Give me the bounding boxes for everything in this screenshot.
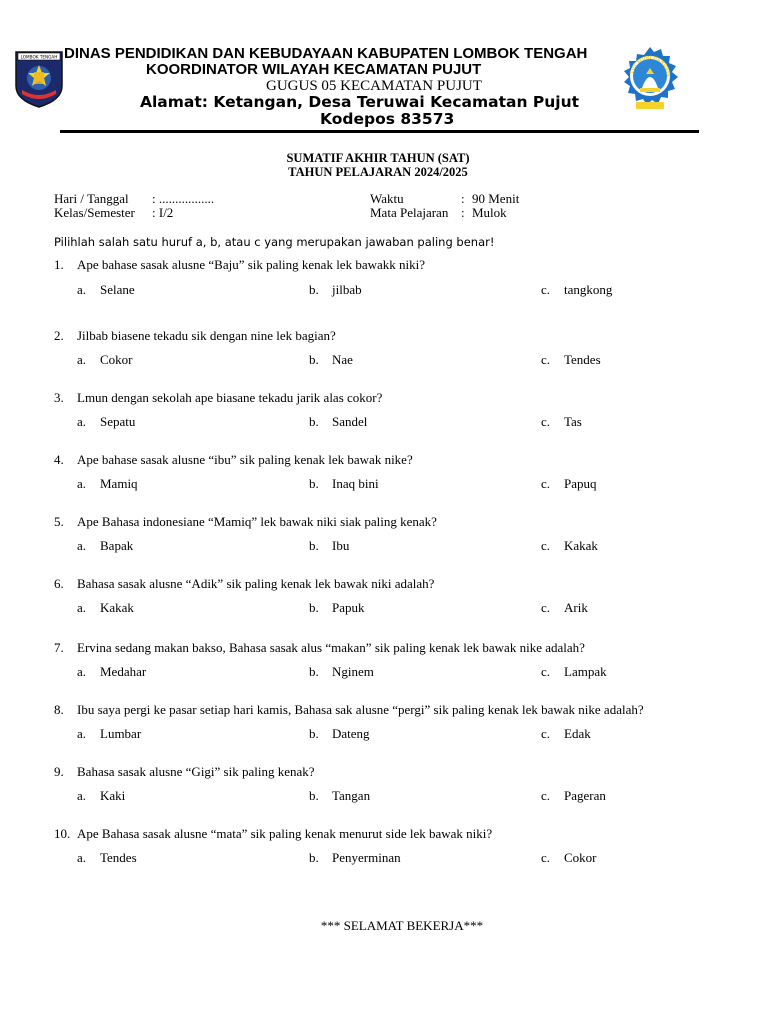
option-letter: c. [541,352,551,367]
option-c [541,788,606,804]
option-b [309,600,365,616]
question-10 [54,826,492,842]
option-letter: c. [541,600,551,615]
option-a [77,538,133,554]
option-text: Tangan [332,788,371,803]
header-agency: DINAS PENDIDIKAN DAN KEBUDAYAAN KABUPATEN LOMBOK TENGAH [64,45,588,62]
option-a [77,788,125,804]
subject-value: Mulok [472,205,507,220]
question-text: Ape Bahasa indonesiane “Mamiq” lek bawak niki siak paling kenak? [77,514,437,529]
question-number: 2. [54,328,64,343]
option-c [541,414,582,430]
question-number: 1. [54,257,64,272]
option-letter: b. [309,726,319,741]
time-value: 90 Menit [472,191,520,206]
question-1 [54,257,425,273]
option-text: Cokor [100,352,133,367]
option-text: Inaq bini [332,476,379,491]
question-text: Bahasa sasak alusne “Adik” sik paling kenak lek bawak niki adalah? [77,576,435,591]
question-text: Bahasa sasak alusne “Gigi” sik paling kenak? [77,764,315,779]
option-b [309,282,362,298]
question-3 [54,390,382,406]
option-c [541,664,607,680]
option-letter: a. [77,414,87,429]
option-letter: c. [541,726,551,741]
option-text: Medahar [100,664,147,679]
option-letter: b. [309,352,319,367]
option-text: Arik [564,600,588,615]
option-letter: a. [77,726,87,741]
option-b [309,788,370,804]
time-colon: : [461,191,465,206]
question-number: 4. [54,452,64,467]
option-letter: b. [309,538,319,553]
option-c [541,282,612,298]
header-cluster: GUGUS 05 KECAMATAN PUJUT [266,78,482,94]
option-letter: c. [541,414,551,429]
option-letter: a. [77,664,87,679]
instruction: Pilihlah salah satu huruf a, b, atau c yang merupakan jawaban paling benar! [54,235,495,249]
class-value: : I/2 [152,205,174,220]
question-8 [54,702,644,718]
option-text: Cokor [564,850,597,865]
option-letter: a. [77,352,87,367]
option-letter: b. [309,414,319,429]
option-text: Bapak [100,538,134,553]
option-letter: b. [309,664,319,679]
option-text: Nae [332,352,353,367]
option-b [309,538,349,554]
option-b [309,850,401,866]
question-text: Ibu saya pergi ke pasar setiap hari kamis, Bahasa sak alusne “pergi” sik paling kenak lek bawak nike adalah? [77,702,644,717]
option-letter: b. [309,788,319,803]
option-text: Kakak [564,538,598,553]
question-7 [54,640,585,656]
option-b [309,352,353,368]
option-b [309,414,367,430]
option-text: jilbab [332,282,362,297]
day-value: : ................. [152,191,215,206]
svg-text:TUT WURI HANDAYANI: TUT WURI HANDAYA [630,55,671,78]
option-text: tangkong [564,282,613,297]
option-letter: c. [541,850,551,865]
option-text: Ibu [332,538,350,553]
option-text: Papuk [332,600,365,615]
option-b [309,726,370,742]
question-number: 5. [54,514,64,529]
question-number: 6. [54,576,64,591]
option-letter: b. [309,282,319,297]
closing-message: *** SELAMAT BEKERJA*** [320,918,484,933]
question-4 [54,452,413,468]
svg-text:LOMBOK TENGAH: LOMBOK TENGAH [20,54,58,60]
option-text: Lampak [564,664,607,679]
question-text: Ape bahase sasak alusne “Baju” sik paling kenak lek bawakk niki? [77,257,425,272]
class-label: Kelas/Semester [54,205,135,220]
option-text: Tas [564,414,582,429]
option-a [77,600,134,616]
subject-label: Mata Pelajaran [370,205,449,220]
option-c [541,850,597,866]
question-9 [54,764,315,780]
option-c [541,600,588,616]
option-letter: b. [309,600,319,615]
option-text: Kakak [100,600,134,615]
option-letter: a. [77,788,87,803]
option-c [541,538,598,554]
question-number: 8. [54,702,64,717]
option-a [77,352,133,368]
option-text: Tendes [100,850,137,865]
header-postcode: Kodepos 83573 [320,110,455,128]
header-address: Alamat: Ketangan, Desa Teruwai Kecamatan Pujut [140,93,580,111]
option-letter: a. [77,538,87,553]
option-a [77,414,135,430]
option-c [541,726,591,742]
option-text: Sandel [332,414,368,429]
question-number: 10. [54,826,71,841]
question-text: Jilbab biasene tekadu sik dengan nine lek bagian? [77,328,336,343]
option-letter: b. [309,850,319,865]
exam-title: SUMATIF AKHIR TAHUN (SAT) [286,151,470,165]
option-letter: c. [541,476,551,491]
question-6 [54,576,434,592]
question-2 [54,328,336,344]
question-number: 9. [54,764,64,779]
option-text: Pageran [564,788,606,803]
lombok-tengah-logo [14,46,64,108]
option-text: Mamiq [100,476,138,491]
option-letter: c. [541,282,551,297]
question-text: Ape bahase sasak alusne “ibu” sik paling kenak lek bawak nike? [77,452,413,467]
option-letter: c. [541,538,551,553]
time-label: Waktu [370,191,404,206]
option-b [309,664,374,680]
option-b [309,476,379,492]
option-text: Tendes [564,352,601,367]
option-text: Nginem [332,664,374,679]
option-letter: b. [309,476,319,491]
header-divider [60,130,699,133]
option-text: Sepatu [100,414,136,429]
exam-year: TAHUN PELAJARAN 2024/2025 [288,165,468,179]
option-letter: a. [77,476,87,491]
question-text: Ervina sedang makan bakso, Bahasa sasak alus “makan” sik paling kenak lek bawak nike adalah? [77,640,585,655]
question-number: 3. [54,390,64,405]
option-letter: c. [541,788,551,803]
option-letter: a. [77,850,87,865]
option-c [541,352,601,368]
option-a [77,476,138,492]
question-text: Lmun dengan sekolah ape biasane tekadu jarik alas cokor? [77,390,383,405]
option-a [77,850,137,866]
option-a [77,664,146,680]
option-text: Kaki [100,788,126,803]
option-letter: c. [541,664,551,679]
option-text: Dateng [332,726,370,741]
option-letter: a. [77,282,87,297]
option-text: Edak [564,726,591,741]
option-letter: a. [77,600,87,615]
option-a [77,726,141,742]
question-number: 7. [54,640,64,655]
option-text: Papuq [564,476,597,491]
option-c [541,476,597,492]
header-region: KOORDINATOR WILAYAH KECAMATAN PUJUT [146,61,482,78]
question-text: Ape Bahasa sasak alusne “mata” sik paling kenak menurut side lek bawak niki? [77,826,493,841]
option-text: Penyerminan [332,850,401,865]
question-5 [54,514,437,530]
subject-colon: : [461,205,465,220]
option-text: Selane [100,282,135,297]
option-a [77,282,135,298]
day-label: Hari / Tanggal [54,191,129,206]
option-text: Lumbar [100,726,142,741]
tut-wuri-handayani-logo [616,44,684,114]
